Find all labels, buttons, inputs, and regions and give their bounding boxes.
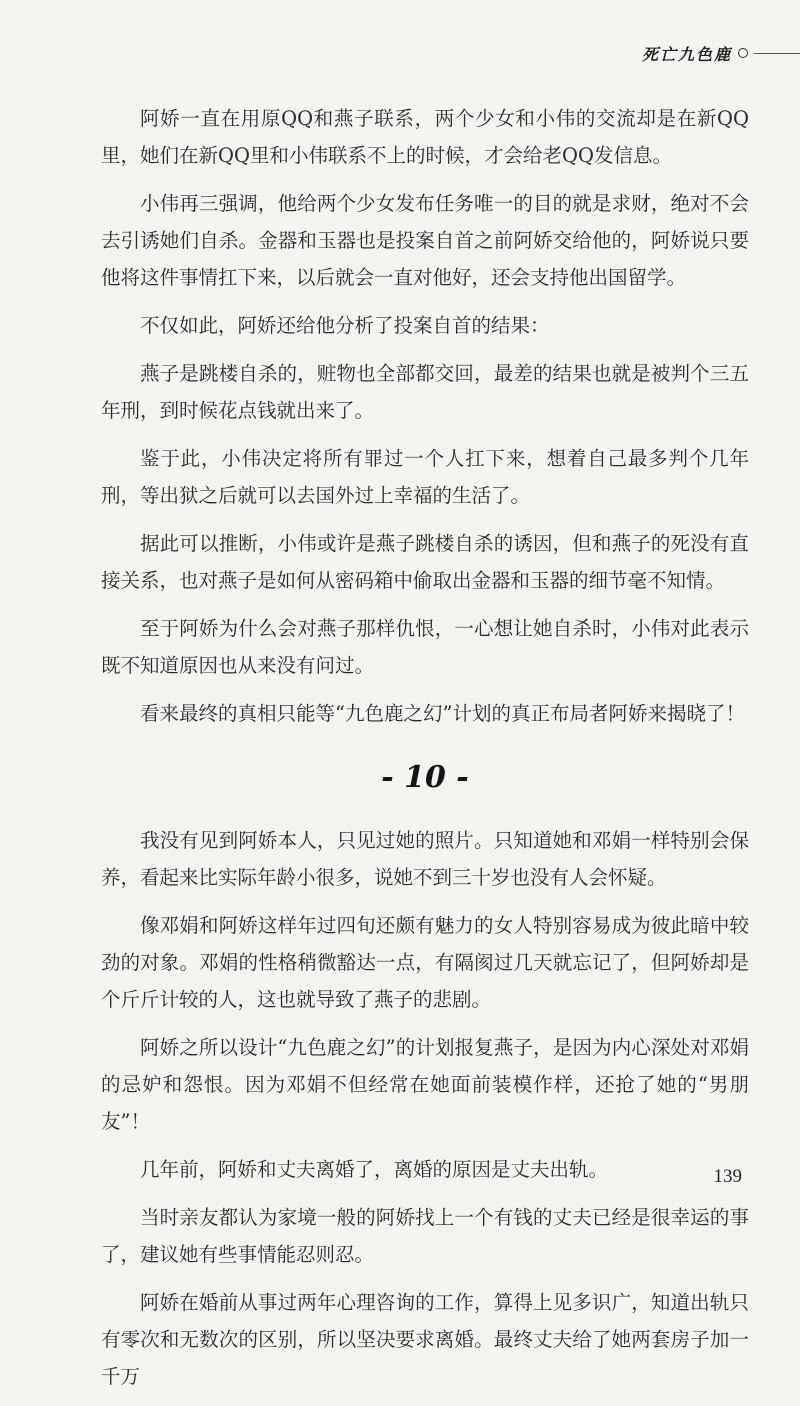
paragraph: 鉴于此，小伟决定将所有罪过一个人扛下来，想着自己最多判个几年刑，等出狱之后就可以去国外过上幸福的生活了。 bbox=[101, 447, 749, 507]
running-header bbox=[642, 40, 800, 66]
paragraph: 阿娇一直在用原QQ和燕子联系，两个少女和小伟的交流却是在新QQ里，她们在新QQ里和小伟联系不上的时候，才会给老QQ发信息。 bbox=[101, 107, 749, 167]
chapter-number: - 10 - bbox=[381, 760, 469, 795]
circle-ornament-icon bbox=[738, 48, 748, 58]
paragraph: 至于阿娇为什么会对燕子那样仇恨，一心想让她自杀时，小伟对此表示既不知道原因也从来没有问过。 bbox=[101, 617, 749, 677]
paragraph: 看来最终的真相只能等“九色鹿之幻”计划的真正布局者阿娇来揭晓了！ bbox=[140, 702, 745, 725]
running-title: 死亡九色鹿 bbox=[641, 44, 732, 64]
paragraph: 当时亲友都认为家境一般的阿娇找上一个有钱的丈夫已经是很幸运的事了，建议她有些事情能忍则忍。 bbox=[101, 1206, 749, 1266]
paragraph: 阿娇在婚前从事过两年心理咨询的工作，算得上见多识广，知道出轨只有零次和无数次的区别，所以坚决要求离婚。最终丈夫给了她两套房子加一千万 bbox=[101, 1291, 749, 1388]
paragraph: 据此可以推断，小伟或许是燕子跳楼自杀的诱因，但和燕子的死没有直接关系，也对燕子是如何从密码箱中偷取出金器和玉器的细节毫不知情。 bbox=[101, 532, 749, 592]
paragraph: 几年前，阿娇和丈夫离婚了，离婚的原因是丈夫出轨。 bbox=[140, 1158, 609, 1181]
paragraph: 像邓娟和阿娇这样年过四旬还颇有魅力的女人特别容易成为彼此暗中较劲的对象。邓娟的性格稍微豁达一点，有隔阂过几天就忘记了，但阿娇却是个斤斤计较的人，这也就导致了燕子的悲剧。 bbox=[101, 914, 749, 1011]
paragraph: 我没有见到阿娇本人，只见过她的照片。只知道她和邓娟一样特别会保养，看起来比实际年龄小很多，说她不到三十岁也没有人会怀疑。 bbox=[101, 829, 749, 889]
paragraph: 燕子是跳楼自杀的，赃物也全部都交回，最差的结果也就是被判个三五年刑，到时候花点钱就出来了。 bbox=[101, 362, 749, 422]
page-number: 139 bbox=[713, 1166, 742, 1187]
body-text bbox=[101, 100, 749, 1406]
paragraph: 小伟再三强调，他给两个少女发布任务唯一的目的就是求财，绝对不会去引诱她们自杀。金器和玉器也是投案自首之前阿娇交给他的，阿娇说只要他将这件事情扛下来，以后就会一直对他好，还会支持他出国留学。 bbox=[101, 192, 749, 289]
paragraph: 阿娇之所以设计“九色鹿之幻”的计划报复燕子，是因为内心深处对邓娟的忌妒和怨恨。因为邓娟不但经常在她面前装模作样，还抢了她的“男朋友”！ bbox=[101, 1036, 749, 1133]
header-rule bbox=[754, 53, 800, 54]
paragraph: 不仅如此，阿娇还给他分析了投案自首的结果： bbox=[140, 314, 550, 337]
